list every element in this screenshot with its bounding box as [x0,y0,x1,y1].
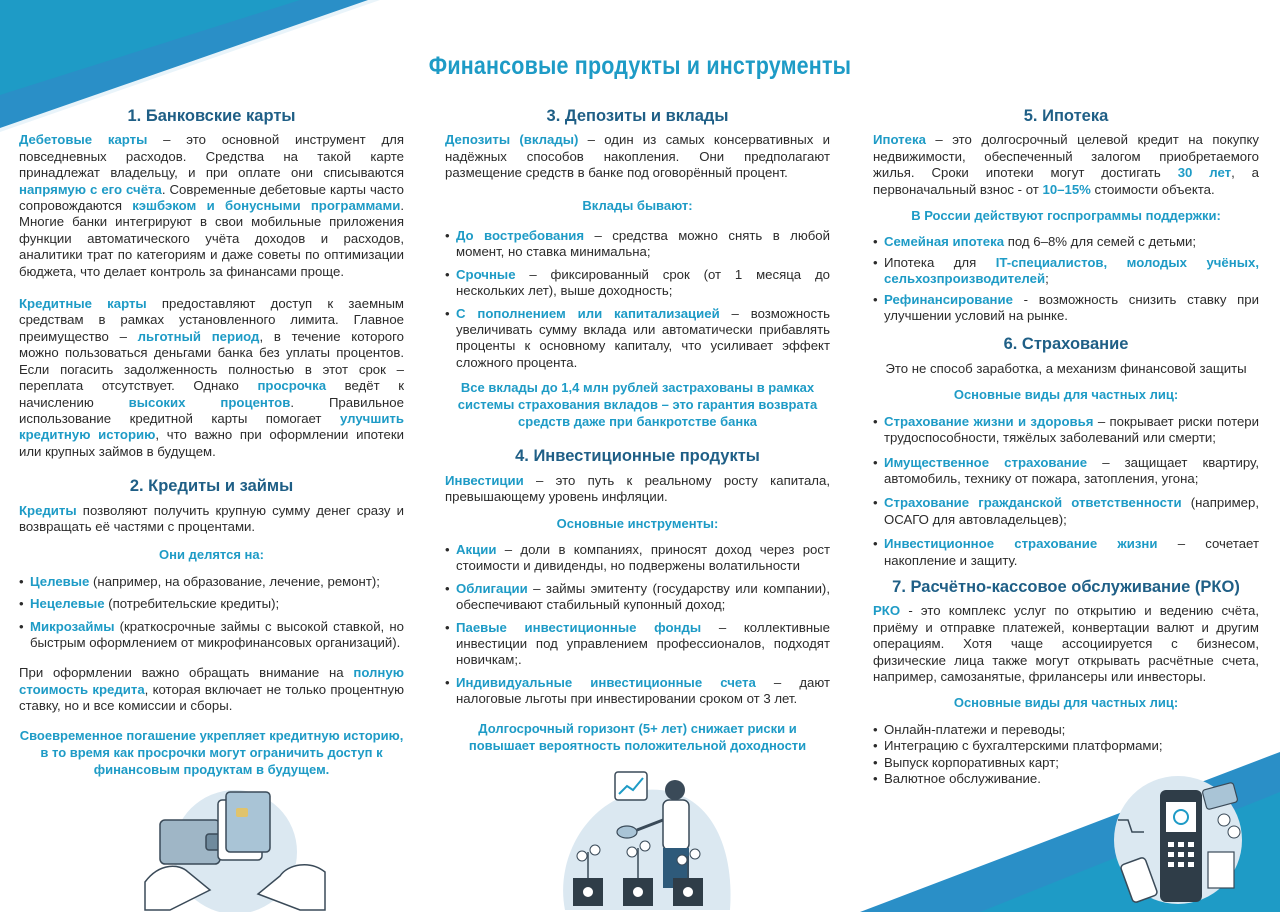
highlight-term: С пополнением или капитализацией [456,305,720,321]
list-item: • Микрозаймы (краткосрочные займы с высокой ставкой, но быстрым оформлением от микрофинансовых организаций). [19,619,404,652]
list-item: • Акции – доли в компаниях, приносят доход через рост стоимости и дивиденды, но подвержены волатильности [445,542,830,575]
highlight-term: просрочка [257,378,327,394]
deposits-paragraph: Депозиты (вклады) – один из самых консервативных и надёжных способов накопления. Они предполагают размещение средств в банке под оговорённый процент. [445,132,830,181]
section-heading-bank-cards: 1. Банковские карты [127,107,296,125]
list-item: • Индивидуальные инвестиционные счета – дают налоговые льготы при инвестировании сроком от 3 лет. [445,675,830,708]
highlight-term: Имущественное страхование [884,454,1088,470]
highlight-term: кэшбэком и бонусными программами [132,198,401,214]
highlight-term: Облигации [456,580,528,596]
full-cost-paragraph: При оформлении важно обращать внимание на полную стоимость кредита, которая включает не только процентную ставку, но и все комиссии и сборы. [19,665,404,714]
highlight-term: льготный период [137,328,260,344]
section-heading-deposits: 3. Депозиты и вклады [546,107,729,125]
highlight-term: IT-специалистов, молодых учёных, сельхозпроизводителей [884,254,1259,287]
highlight-term: Ипотека [873,132,926,148]
highlight-term: Нецелевые [30,596,105,612]
section-heading-rko: 7. Расчётно-кассовое обслуживание (РКО) [892,577,1240,596]
loans-paragraph: Кредиты позволяют получить крупную сумму денег сразу и возвращать её частями с процентами. [19,502,404,534]
highlight-term: Страхование жизни и здоровья [884,413,1094,429]
highlight-term: полную стоимость кредита [19,665,404,697]
investments-paragraph: Инвестиции – это путь к реальному росту капитала, превышающему уровень инфляции. [445,472,830,505]
highlight-term: улучшить кредитную историю [19,410,404,443]
debit-cards-paragraph: Дебетовые карты – это основной инструмент для повседневных расходов. Средства на такой карте принадлежат владельцу, и при оплате они списываются напрямую с его счёта. Современные дебетовые карты часто сопровождаются кэшбэком и бонусными программами. Многие банки интегрируют в свои мобильные приложения функции автоматического учёта доходов и расходов, аналитики трат по категориям и даже советы по оптимизации бюджета, что делает контроль за финансами проще. [19,132,404,279]
list-item: • Онлайн-платежи и переводы; [873,722,1259,738]
list-item: • Ипотека для IT-специалистов, молодых учёных, сельхозпроизводителей; [873,255,1259,288]
investment-instruments-list [445,542,830,708]
insurance-intro: Это не способ заработка, а механизм финансовой защиты [885,360,1247,376]
list-item: • До востребования – средства можно снять в любой момент, но ставка минимальна; [445,228,830,261]
section-heading-investments: 4. Инвестиционные продукты [515,447,760,466]
list-item: • Валютное обслуживание. [873,771,1259,787]
loan-types-list [19,574,404,652]
list-item: • Страхование жизни и здоровья – покрывает риски потери трудоспособности, тяжёлых заболеваний или смерти; [873,414,1259,447]
highlight-term: 30 лет [1177,165,1232,181]
mortgage-subheading: В России действуют госпрограммы поддержки: [911,208,1221,224]
highlight-term: Кредиты [19,502,77,518]
credit-cards-paragraph: Кредитные карты предоставляют доступ к заемным средствам в рамках установленного лимита. Главное преимущество – льготный период, в течение которого можно пользоваться деньгами банка без уплаты процентов. Если погасить задолженность полностью в этот срок – переплата отсутствует. Однако просрочка ведёт к начислению высоких процентов. Правильное использование кредитной карты помогает улучшить кредитную историю, что важно при оформлении ипотеки или крупных займов в будущем. [19,296,405,459]
highlight-term: 10–15% [1042,181,1091,197]
highlight-term: напрямую с его счёта [19,181,162,197]
list-item: • Рефинансирование - возможность снизить ставку при улучшении условий на рынке. [873,292,1259,325]
deposit-insurance-note: Все вклады до 1,4 млн рублей застрахованы в рамках системы страхования вкладов – это гарантия возврата средств даже при банкротстве банка [457,380,818,430]
investor-growth-illustration [545,760,740,912]
column-right [873,108,1259,787]
section-heading-insurance: 6. Страхование [1003,335,1129,354]
highlight-term: Кредитные карты [19,296,147,312]
highlight-term: Инвестиции [445,472,524,488]
deposit-types-list [445,228,830,371]
highlight-term: Депозиты (вклады) [445,132,579,148]
list-item: • Срочные – фиксированный срок (от 1 месяца до нескольких лет), выше доходность; [445,267,830,300]
rko-subheading: Основные виды для частных лиц: [953,695,1179,711]
highlight-term: Индивидуальные инвестиционные счета [456,674,756,690]
highlight-term: Целевые [30,573,90,589]
list-item: • Выпуск корпоративных карт; [873,755,1259,771]
highlight-term: Микрозаймы [30,618,115,634]
highlight-term: Паевые инвестиционные фонды [456,619,702,635]
long-term-horizon-note: Долгосрочный горизонт (5+ лет) снижает риски и повышает вероятность положительной доходности [468,720,807,753]
wallet-cards-illustration [140,772,330,912]
insurance-subheading: Основные виды для частных лиц: [953,387,1179,403]
list-item: • Интеграцию с бухгалтерскими платформами; [873,738,1259,754]
highlight-term: Страхование гражданской ответственности [884,495,1182,511]
list-item: • Семейная ипотека под 6–8% для семей с детьми; [873,234,1259,250]
highlight-term: Срочные [456,266,516,282]
payment-terminal-illustration [1108,760,1280,912]
list-item: • Инвестиционное страхование жизни – сочетает накопление и защиту. [873,536,1259,569]
list-item: • Нецелевые (потребительские кредиты); [19,596,404,612]
page-title: Финансовые продукты и инструменты [428,52,852,80]
list-item: • Паевые инвестиционные фонды – коллективные инвестиции под управлением профессионалов, подходят новичкам;. [445,620,830,669]
list-item: • Облигации – займы эмитенту (государству или компании), обеспечивают стабильный купонный доход; [445,581,830,614]
mortgage-paragraph: Ипотека – это долгосрочный целевой кредит на покупку недвижимости, обеспеченный залогом приобретаемого жилья. Сроки ипотеки могут достигать 30 лет, а первоначальный взнос - от 10–15% стоимости объекта. [873,132,1259,197]
highlight-term: Акции [456,541,497,557]
column-left [19,108,404,778]
loans-subheading: Они делятся на: [159,547,264,563]
insurance-types-list [873,414,1259,569]
mortgage-programs-list [873,234,1259,324]
investments-subheading: Основные инструменты: [556,515,719,531]
rko-paragraph: РКО - это комплекс услуг по открытию и ведению счёта, приёму и отправке платежей, конвертации валют и другим операциям. Хотя чаще ассоциируется с бизнесом, физические лица также могут открывать расчётные счета, например, самозанятые, фрилансеры или инвесторы. [873,603,1259,684]
highlight-term: РКО [873,603,901,619]
highlight-term: Рефинансирование [884,291,1013,307]
list-item: • С пополнением или капитализацией – возможность увеличивать сумму вклада или автоматически прибавлять проценты к основному капиталу, что усиливает эффект сложного процента. [445,306,830,372]
section-heading-mortgage: 5. Ипотека [1023,107,1109,125]
list-item: • Страхование гражданской ответственности (например, ОСАГО для автовладельцев); [873,495,1259,528]
list-item: • Имущественное страхование – защищает квартиру, автомобиль, технику от пожара, затопления, угона; [873,455,1259,488]
section-heading-loans: 2. Кредиты и займы [129,477,294,496]
highlight-term: До востребования [456,228,585,244]
highlight-term: Семейная ипотека [884,234,1005,250]
list-item: • Целевые (например, на образование, лечение, ремонт); [19,574,404,590]
column-middle [445,108,830,754]
highlight-term: Дебетовые карты [19,132,148,148]
deposits-subheading: Вклады бывают: [582,197,693,213]
highlight-term: Инвестиционное страхование жизни [884,536,1158,552]
credit-history-note: Своевременное погашение укрепляет кредитную историю, в то время как просрочки могут ограничить доступ к финансовым продуктам в будущем. [19,727,404,777]
highlight-term: высоких процентов [128,394,291,410]
